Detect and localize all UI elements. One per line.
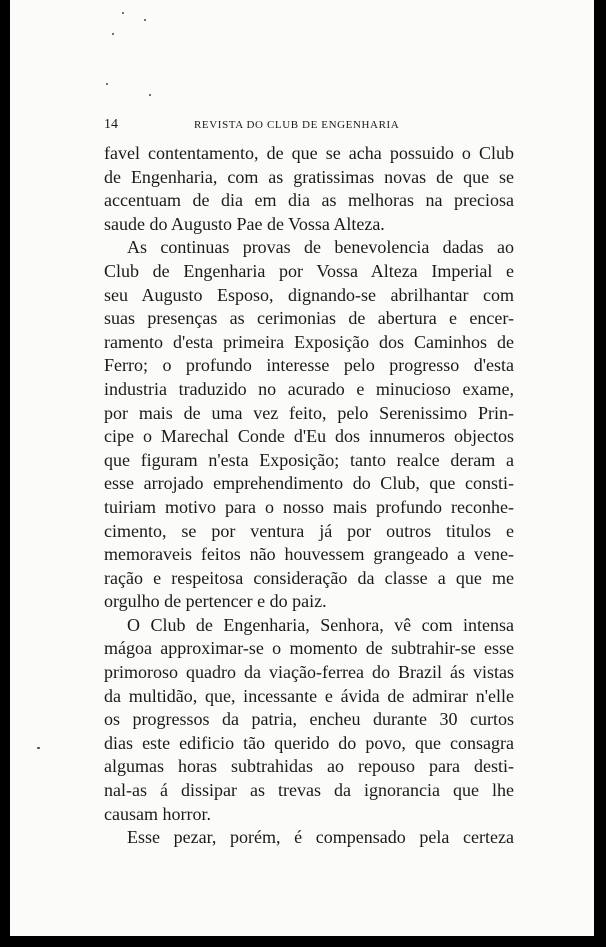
text-line: accentuam de dia em dia as melhoras na preciosa (104, 190, 514, 211)
page-number: 14 (104, 117, 118, 132)
text-line: tuiriam motivo para o nosso mais profundo reconhe- (104, 496, 514, 517)
book-page (10, 0, 594, 936)
page-header (104, 117, 514, 133)
ink-speck (37, 747, 40, 749)
body-text (104, 142, 514, 850)
text-line: seu Augusto Esposo, dignando-se abrilhantar com (104, 284, 514, 305)
text-line: Club de Engenharia por Vossa Alteza Imperial e (104, 260, 514, 281)
text-line: causam horror. (104, 803, 211, 824)
ink-speck (106, 83, 108, 85)
ink-speck (144, 19, 146, 21)
running-title: REVISTA DO CLUB DE ENGENHARIA (194, 119, 400, 131)
text-line: Esse pezar, porém, é compensado pela certeza (127, 827, 514, 848)
text-line: por mais de uma vez feito, pelo Serenissimo Prin- (104, 402, 514, 423)
text-line: ramento d'esta primeira Exposição dos Caminhos de (104, 331, 514, 352)
text-line: cipe o Marechal Conde d'Eu dos innumeros objectos (104, 426, 514, 447)
ink-speck (122, 12, 124, 14)
text-line: dias este edificio tão querido do povo, que consagra (104, 732, 514, 753)
text-line: O Club de Engenharia, Senhora, vê com intensa (127, 614, 514, 635)
text-line: da multidão, que, incessante e ávida de admirar n'elle (104, 685, 514, 706)
text-line: que figuram n'esta Exposição; tanto realce deram a (104, 449, 514, 470)
text-line: esse arrojado emprehendimento do Club, que consti- (104, 473, 514, 494)
text-line: As continuas provas de benevolencia dadas ao (127, 237, 514, 258)
ink-speck (112, 33, 114, 35)
text-line: memoraveis feitos não houvessem grangeado a vene- (104, 544, 514, 565)
text-line: suas presenças as cerimonias de abertura e encer- (104, 308, 514, 329)
text-line: nal-as á dissipar as trevas da ignorancia que lhe (104, 780, 514, 801)
text-line: os progressos da patria, encheu durante 30 curtos (104, 709, 514, 730)
text-line: algumas horas subtrahidas ao repouso para desti- (104, 756, 514, 777)
text-line: Ferro; o profundo interesse pelo progresso d'esta (104, 355, 514, 376)
text-line: industria traduzido no acurado e minucioso exame, (104, 378, 514, 399)
text-line: ração e respeitosa consideração da classe a que me (104, 567, 514, 588)
text-line: favel contentamento, de que se acha possuido o Club (104, 143, 514, 163)
text-line: cimento, se por ventura já por outros titulos e (104, 520, 514, 541)
ink-speck (149, 94, 151, 96)
text-line: de Engenharia, com as gratissimas novas de que se (104, 166, 514, 187)
text-line: orgulho de pertencer e do paiz. (104, 591, 327, 612)
text-line: mágoa approximar-se o momento de subtrahir-se esse (104, 638, 514, 659)
text-line: saude do Augusto Pae de Vossa Alteza. (104, 213, 385, 234)
text-line: primoroso quadro da viação-ferrea do Brazil ás vistas (104, 662, 514, 683)
